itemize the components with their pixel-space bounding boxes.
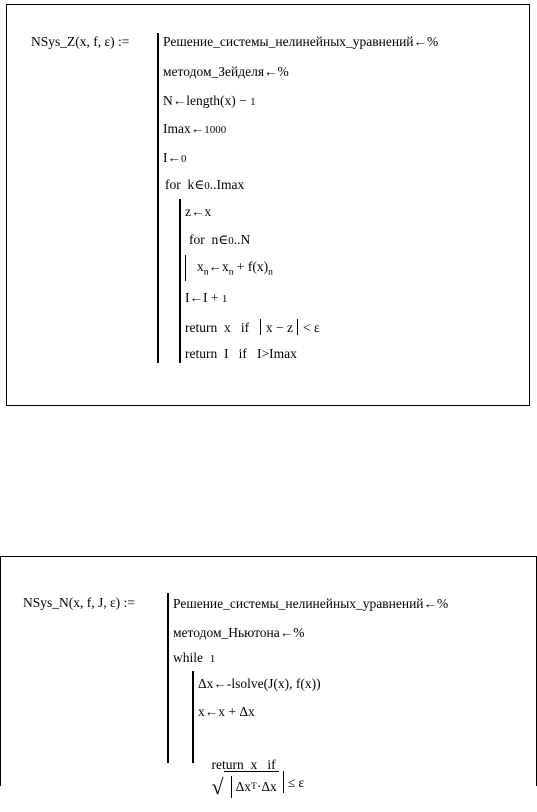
seidel-for-n-bar	[185, 255, 186, 281]
seidel-line-return-i: return I if I>Imax	[185, 346, 297, 361]
newton-line-return-x: return x if √ Δx T ·Δx ≤ ε	[211, 756, 305, 799]
seidel-function-header: NSys_Z(x, f, ε) :=	[31, 34, 130, 49]
seidel-line-imax-assign: Imax←1000	[163, 121, 227, 136]
abs-bar-right	[283, 771, 284, 793]
seidel-outer-bar	[157, 33, 159, 363]
newton-line-while: while 1	[173, 650, 216, 665]
seidel-line-for-n: for n∈0..N	[189, 232, 251, 247]
newton-line-delta-solve: Δx←-lsolve(J(x), f(x))	[198, 676, 321, 691]
newton-function-header: NSys_N(x, f, J, ε) :=	[23, 595, 135, 610]
seidel-line-comment-1: Решение_системы_нелинейных_уравнений←%	[163, 34, 439, 49]
newton-program-block	[0, 556, 537, 799]
sqrt-icon: √	[211, 774, 224, 799]
seidel-line-x-update: $x_n\leftarrow x_n + f(x)_n$	[197, 259, 273, 278]
abs-bar-left	[231, 776, 232, 798]
seidel-line-z-assign: z←x	[185, 204, 212, 219]
seidel-line-return-x: return x if x − z < ε	[185, 320, 320, 335]
newton-line-comment-2: методом_Ньютона←%	[173, 625, 305, 640]
newton-line-comment-1: Решение_системы_нелинейных_уравнений←%	[173, 596, 449, 611]
abs-bar-right	[297, 319, 298, 335]
seidel-line-i-assign: I←0	[163, 150, 187, 165]
seidel-line-for-k: for k∈0..Imax	[165, 177, 245, 192]
newton-while-bar	[192, 671, 194, 763]
seidel-line-i-increment: I←I + 1	[185, 290, 228, 305]
seidel-program-block	[6, 4, 530, 406]
seidel-for-k-bar	[179, 199, 181, 363]
seidel-line-comment-2: методом_Зейделя←%	[163, 64, 289, 79]
sqrt-expression: √ Δx T ·Δx	[212, 771, 279, 798]
abs-bar-left	[260, 319, 261, 335]
newton-line-x-update: x←x + Δx	[198, 704, 255, 719]
newton-outer-bar	[167, 593, 169, 763]
seidel-line-n-assign: N←length(x) − 1	[163, 93, 256, 108]
